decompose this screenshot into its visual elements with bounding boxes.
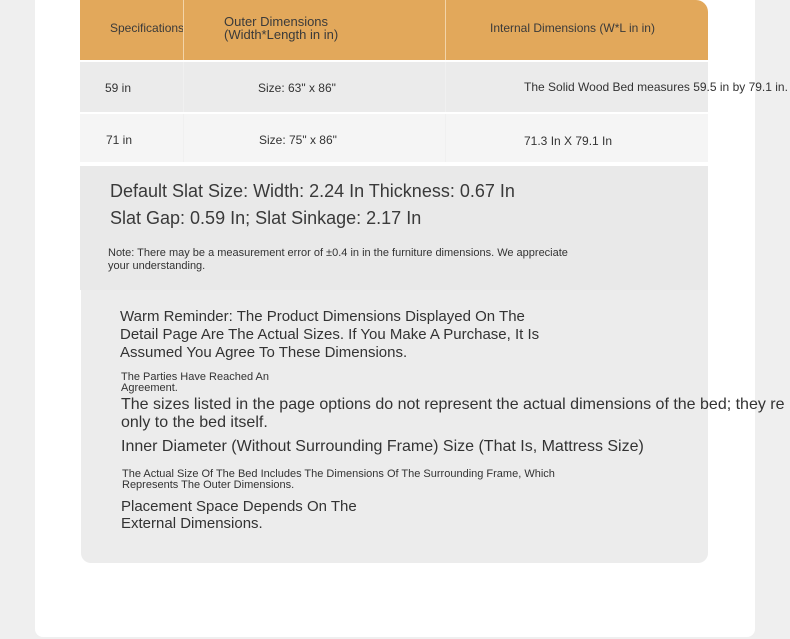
inner-diameter-heading: Inner Diameter (Without Surrounding Frame) Size (That Is, Mattress Size) [121, 438, 644, 455]
row1-internal: The Solid Wood Bed measures 59.5 in by 79.1 in. [524, 80, 788, 94]
slat-size-line: Default Slat Size: Width: 2.24 In Thickness: 0.67 In [110, 181, 515, 201]
cell-outer [183, 114, 445, 162]
table-row [80, 114, 708, 162]
row1-outer: Size: 63" x 86" [258, 81, 336, 95]
sizes-disclaimer-line1: The sizes listed in the page options do not represent the actual dimensions of the bed; they re [121, 396, 785, 413]
header-cell-outer [183, 0, 445, 60]
header-specifications: Specifications [110, 21, 185, 35]
table-header-row [80, 0, 708, 60]
cell-spec [80, 62, 183, 112]
row2-spec: 71 in [106, 133, 133, 147]
placement-note: Placement Space Depends On The External Dimensions. [121, 498, 357, 532]
actual-size-note: The Actual Size Of The Bed Includes The Dimensions Of The Surrounding Frame, Which Represents The Outer Dimensions. [122, 468, 555, 491]
header-cell-internal [445, 0, 708, 60]
sizes-disclaimer-line2: only to the bed itself. [121, 414, 268, 431]
cell-outer [183, 62, 445, 112]
table-row [80, 62, 788, 112]
cell-internal [445, 62, 788, 112]
cell-internal [445, 114, 708, 162]
row1-spec: 59 in [105, 81, 132, 95]
warm-reminder: Warm Reminder: The Product Dimensions Displayed On The Detail Page Are The Actual Sizes. If You Make A Purchase, It Is Assumed You Agree To These Dimensions. [120, 308, 540, 361]
header-cell-specifications [80, 0, 183, 60]
row2-internal: 71.3 In X 79.1 In [524, 134, 613, 148]
reminder-box [81, 290, 785, 563]
measurement-note: Note: There may be a measurement error of ±0.4 in in the furniture dimensions. We appreciate your understanding. [108, 247, 568, 272]
header-outer-line2: (Width*Length in in) [224, 27, 339, 42]
row2-outer: Size: 75" x 86" [259, 133, 337, 147]
header-outer-line1: Outer Dimensions [224, 14, 329, 29]
slat-info-box [80, 166, 708, 290]
slat-gap-line: Slat Gap: 0.59 In; Slat Sinkage: 2.17 In [110, 208, 422, 228]
header-internal: Internal Dimensions (W*L in in) [490, 21, 655, 35]
cell-spec [80, 114, 183, 162]
agreement-note: The Parties Have Reached An Agreement. [121, 371, 269, 394]
